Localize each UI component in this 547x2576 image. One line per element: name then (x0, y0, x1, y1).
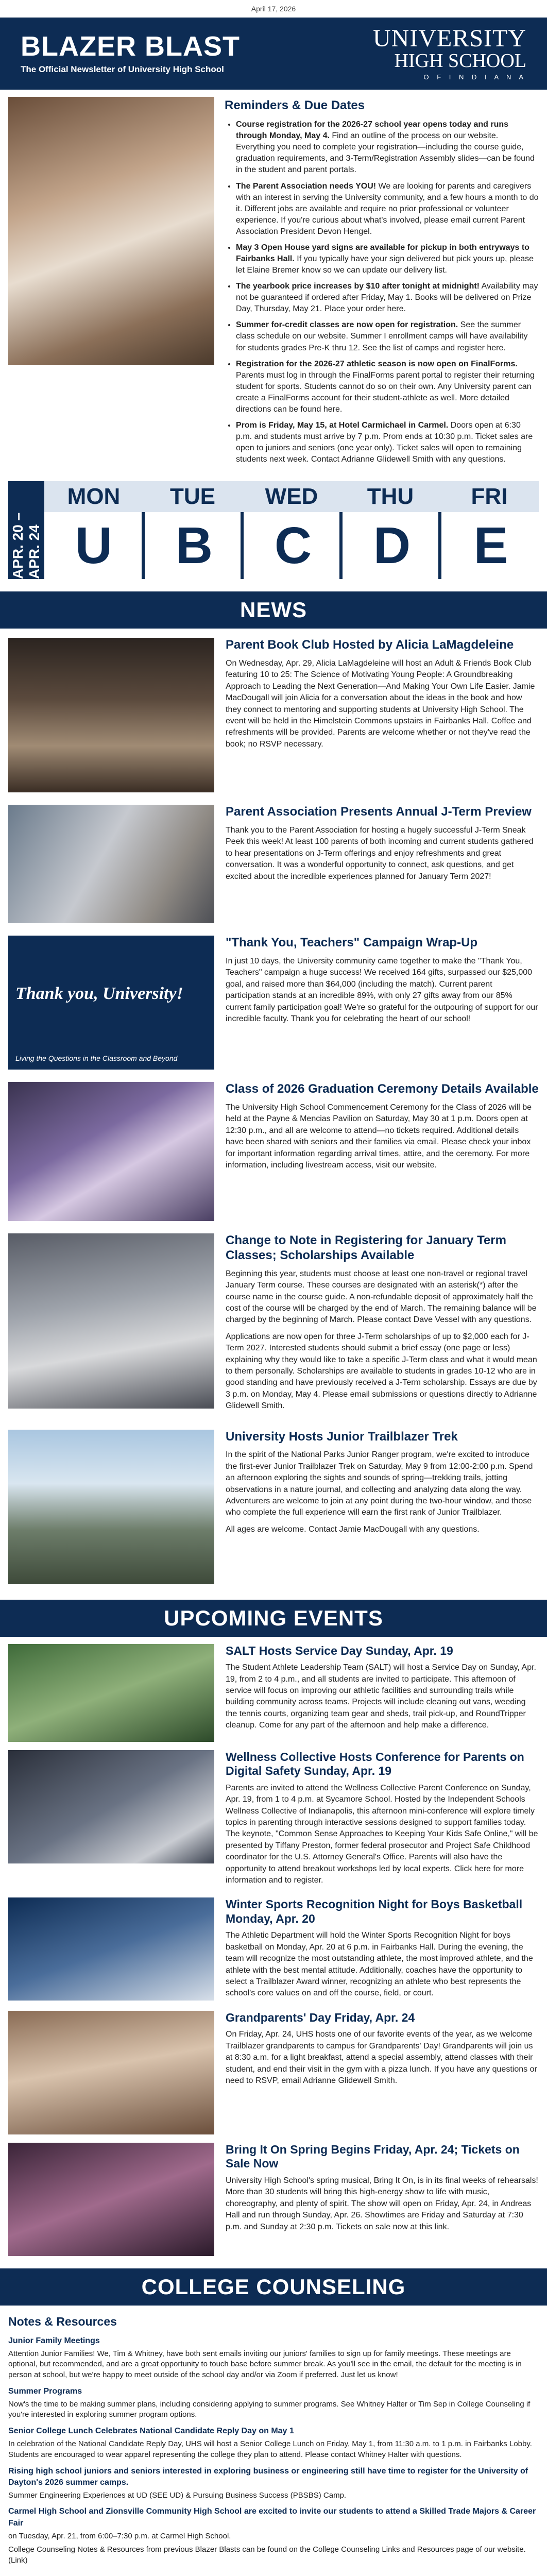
graphic-title: Thank you, University! (15, 984, 183, 1004)
news-body (214, 1430, 539, 1584)
news-photo (8, 1233, 214, 1409)
news-paragraph: Applications are now open for three J-Term scholarships of up to $2,000 each for J-Term 2027. Interested students should submit a brief essay (one page or less) explaining why they would like to take a specific J-Term class and what it would mean to them personally. Scholarships are available to students in grades 10-12 who are in good standing and have previously received a J-Term scholarship. Essays are due by 3 p.m. on Monday, May 4. Please email submissions or questions directly to Adrianne Glidewell Smith. (226, 1332, 537, 1411)
event-photo (8, 2011, 214, 2134)
event-title: Wellness Collective Hosts Conference for Parents on Digital Safety Sunday, Apr. 19 (226, 1750, 524, 1778)
school-name-top: UNIVERSITY (373, 24, 526, 52)
news-item (0, 629, 547, 795)
cc-item-text: In celebration of the National Candidate Reply Day, UHS will host a Senior College Lunch on Friday, May 1, from 11:30 a.m. to 1 p.m. in Fairbanks Lobby. Students are encouraged to wear apparel representing the college they plan to attend. Please contact Whitney Halter with questions. (8, 2439, 532, 2459)
event-title: Winter Sports Recognition Night for Boys Basketball Monday, Apr. 20 (226, 1897, 523, 1925)
school-name-bottom: HIGH SCHOOL (394, 49, 526, 72)
week-date-range (8, 481, 44, 579)
day-name: WED (242, 481, 341, 512)
school-logo[interactable] (373, 26, 526, 81)
reminder-bold: Summer for-credit classes are now open for registration. (236, 320, 458, 330)
day-letter: D (339, 512, 441, 579)
cc-item-title: Summer Programs (8, 2386, 82, 2396)
news-photo (8, 1430, 214, 1584)
news-body (214, 1082, 539, 1221)
college-counseling-body (0, 2306, 547, 2566)
event-photo (8, 1750, 214, 1863)
reminder-item (236, 319, 539, 353)
event-paragraph: University High School's spring musical, Bring It On, is in its final weeks of rehearsals! More than 30 students will bring this high-energy show to life with music, choreography, and plenty of spirit. The show will open on Friday, Apr. 24, in Andreas Hall and run through Sunday, Apr. 26. Showtimes are Friday and Saturday at 7:30 p.m. and Sunday at 2:30 p.m. Tickets on sale now at this link. (226, 2176, 538, 2231)
event-item (8, 2011, 539, 2134)
day-tuesday (143, 481, 242, 579)
reminders-photo (8, 97, 214, 365)
news-body (214, 638, 539, 792)
reminder-text: If you typically have your sign delivered but pick yours up, please let Elaine Bremer know so we can update our delivery list. (236, 254, 534, 275)
news-paragraph: In just 10 days, the University community came together to make the "Thank You, Teachers" campaign a huge success! We received 164 gifts, surpassed our $25,000 goal, and raised more than $64,000 (including the match). Current parent participation stands at an incredible 89%, with only 27 gifts away from our 85% current family participation goal! We're so grateful for the outpouring of support for our incredible faculty. Thank you for celebrating the heart of our school! (226, 957, 538, 1024)
reminders-heading: Reminders & Due Dates (225, 98, 365, 112)
cc-item-text: Attention Junior Families! We, Tim & Whitney, have both sent emails inviting our juniors' families to sign up for family meetings. These meetings are optional, but recommended, and are a great opportunity to touch base before summer break. As you'll see in the email, the default for the meeting is in person at school, but we're happy to meet outside of the school day and/or via Zoom if preferred. Just let us know! (8, 2349, 522, 2379)
event-body (214, 1897, 539, 2003)
news-paragraph: On Wednesday, Apr. 29, Alicia LaMagdeleine will host an Adult & Friends Book Club featuring 10 to 25: The Science of Motivating Young People: A Groundbreaking Approach to Leading the Next Generation—And Making Your Own Life Easier. Jamie MacDougall will join Alicia for a conversation about the ideas in the book and how they connect to mentoring and supporting students at University High School. The event will be held in the Himelstein Commons upstairs in Fairbanks Hall. Coffee and refreshments will be provided. Parents are welcome whether or not they've read the book; no RSVP necessary. (226, 659, 535, 749)
event-paragraph: On Friday, Apr. 24, UHS hosts one of our favorite events of the year, as we welcome Trailblazer grandparents to campus for Grandparents' Day! Grandparents will join us at 8:30 a.m. for a light breakfast, attend a special assembly, attend classes with their student, and end their visit in the gym with a pizza lunch. If you have any questions or need to RSVP, email Adrianne Glidewell Smith. (226, 2030, 537, 2085)
event-body (214, 2011, 539, 2134)
newsletter-subtitle: The Official Newsletter of University High School (21, 64, 224, 74)
news-photo (8, 638, 214, 792)
reminder-item (236, 242, 539, 276)
event-photo (8, 2143, 214, 2256)
day-name: MON (44, 481, 143, 512)
news-paragraph: Beginning this year, students must choose at least one non-travel or regional travel January Term course. These courses are designated with an asterisk(*) after the course name in the course guide. A non-refundable deposit of approximately half the cost of the course will be charged by the end of March. The remaining balance will be charged by the beginning of March. Please contact Dave Vessel with any questions. (226, 1269, 537, 1325)
reminder-text: Parents must log in through the FinalForms parent portal to register their returning student for sports. Students cannot do so on their own. Any University parent can create a FinalForms account for their student-athlete as well. More detailed directions can be found here. (236, 370, 535, 414)
reminder-text: Availability may not be guaranteed if ordered after Friday, May 1. Books will be delivered on Prize Day, Thursday, May 21. Place your order here. (236, 282, 538, 314)
event-photo (8, 1644, 214, 1742)
week-schedule (8, 481, 539, 579)
day-monday (44, 481, 143, 579)
event-title: Grandparents' Day Friday, Apr. 24 (226, 2010, 415, 2024)
reminder-bold: May 3 Open House yard signs are available for pickup in both entryways to Fairbanks Hall. (236, 243, 529, 263)
newsletter-title: BLAZER BLAST (21, 31, 240, 62)
news-title: "Thank You, Teachers" Campaign Wrap-Up (226, 936, 478, 950)
event-body (214, 1750, 539, 1890)
event-paragraph: The Student Athlete Leadership Team (SALT) will host a Service Day on Sunday, Apr. 19, from 2 to 4 p.m., and all students are invited to participate. This afternoon of service will focus on improving our athletic facilities and surrounding trails while building community across teams. Projects will include cleaning out vans, weeding the tennis courts, organizing team gear and sheds, trail pick-up, and RoundTripper cleanup. Come for any part of the afternoon and help make a difference. (226, 1663, 536, 1730)
reminders-section (0, 90, 547, 475)
reminder-item (236, 181, 539, 238)
day-name: TUE (143, 481, 242, 512)
news-body (214, 805, 539, 923)
cc-item-title: Junior Family Meetings (8, 2336, 100, 2345)
newsletter-banner (0, 18, 547, 90)
school-location: O F I N D I A N A (423, 73, 526, 81)
news-photo (8, 805, 214, 923)
reminder-text: See the summer class schedule on our website. Summer I enrollment camps will have availability for students grades Pre-K thru 12. See the list of camps and register here. (236, 320, 528, 352)
cc-item-title: Rising high school juniors and seniors interested in exploring business or engineering still have time to register for the University of Dayton's 2026 summer camps. (8, 2466, 528, 2487)
news-title: Parent Association Presents Annual J-Term Preview (226, 805, 532, 819)
event-title: SALT Hosts Service Day Sunday, Apr. 19 (226, 1643, 453, 1657)
news-item (0, 1420, 547, 1587)
news-paragraph: Thank you to the Parent Association for hosting a hugely successful J-Term Sneak Peek this week! At least 100 parents of both incoming and current students gathered to hear presentations on J-Term offerings and enjoy refreshments and great conversation. It was a wonderful opportunity to connect, ask questions, and get excited about the incredible experiences planned for January Term 2027! (226, 826, 534, 881)
cc-item-text: on Tuesday, Apr. 21, from 6:00–7:30 p.m. at Carmel High School. (8, 2531, 231, 2540)
day-letters (44, 481, 539, 579)
news-paragraph: All ages are welcome. Contact Jamie MacDougall with any questions. (226, 1524, 480, 1534)
reminder-text: Doors open at 6:30 p.m. and students must arrive by 7 p.m. Prom ends at 10:30 p.m. Ticket sales are open to juniors and seniors (one year only). Ticket sales will open to remaining students next week. Contact Adrianne Glidewell Smith with any questions. (236, 420, 533, 464)
reminder-bold: Prom is Friday, May 15, at Hotel Carmichael in Carmel. (236, 420, 449, 430)
event-item (8, 1897, 539, 2003)
reminder-bold: The yearbook price increases by $10 after tonight at midnight! (236, 282, 480, 291)
news-heading: NEWS (0, 591, 547, 629)
news-paragraph: The University High School Commencement Ceremony for the Class of 2026 will be held at the Payne & Mencias Pavilion on Saturday, May 30 at 1 p.m. Doors open at 12:30 p.m., and all are welcome to attend—no tickets required. Additional details have been shared with seniors and their families via email. Please check your inbox for important information regarding arrival times, attire, and the ceremony. For more information, including livestream access, visit our website. (226, 1103, 532, 1170)
cc-item-text: Summer Engineering Experiences at UD (SEE UD) & Pursuing Business Success (PBSBS) Camp. (8, 2490, 347, 2500)
news-item (0, 1073, 547, 1224)
news-body (214, 1233, 539, 1417)
reminder-item (236, 359, 539, 415)
thank-you-graphic (8, 936, 214, 1070)
day-thursday (341, 481, 440, 579)
news-item (0, 1224, 547, 1420)
college-counseling-heading: COLLEGE COUNSELING (0, 2268, 547, 2306)
cc-item-title: Carmel High School and Zionsville Community High School are excited to invite our students to attend a Skilled Trade Majors & Career Fair (8, 2507, 536, 2528)
day-wednesday (242, 481, 341, 579)
news-title: Class of 2026 Graduation Ceremony Details Available (226, 1082, 539, 1096)
week-date-label: APR. 20 – APR. 24 (10, 513, 42, 580)
cc-item-text: College Counseling Notes & Resources from previous Blazer Blasts can be found on the College Counseling Links and Resources page of our website. (Link) (8, 2545, 526, 2565)
day-letter: E (438, 512, 540, 579)
day-letter: B (142, 512, 244, 579)
news-title: Change to Note in Registering for January Term Classes; Scholarships Available (226, 1233, 506, 1263)
news-item (0, 926, 547, 1073)
events-section (0, 1637, 547, 2256)
day-name: THU (341, 481, 440, 512)
events-heading: UPCOMING EVENTS (0, 1600, 547, 1637)
day-friday (440, 481, 539, 579)
news-title: Parent Book Club Hosted by Alicia LaMagdeleine (226, 638, 514, 652)
reminder-bold: Course registration for the 2026-27 school year opens today and runs through Monday, May 4. (236, 120, 509, 141)
event-body (214, 1644, 539, 1742)
event-paragraph: Parents are invited to attend the Wellness Collective Parent Conference on Sunday, Apr. 19, from 1 to 4 p.m. at Sycamore School. Hosted by the Independent Schools Wellness Collective of Indianapolis, this afternoon mini-conference will explore timely topics in parenting through interactive sessions designed to support families today. The keynote, "Common Sense Approaches to Keeping Your Kids Safe Online," will be presented by Tiffany Preston, former federal prosecutor and Project Safe Childhood coordinator for the U.S. Attorney General's Office. Parents will also have the opportunity to attend breakout workshops led by local experts. Click here for more information and to register. (226, 1783, 538, 1885)
reminders-list (225, 119, 539, 465)
day-letter: C (241, 512, 343, 579)
reminder-bold: The Parent Association needs YOU! (236, 181, 377, 191)
cc-item-title: Senior College Lunch Celebrates National Candidate Reply Day on May 1 (8, 2427, 294, 2436)
reminder-bold: Registration for the 2026-27 athletic season is now open on FinalForms. (236, 359, 518, 368)
reminder-item (236, 119, 539, 176)
reminder-item (236, 281, 539, 315)
issue-date: April 17, 2026 (251, 5, 296, 13)
news-title: University Hosts Junior Trailblazer Trek (226, 1429, 458, 1444)
day-name: FRI (440, 481, 539, 512)
event-item (8, 1750, 539, 1890)
event-body (214, 2143, 539, 2256)
news-photo (8, 1082, 214, 1221)
day-letter: U (44, 512, 143, 579)
graphic-subtitle: Living the Questions in the Classroom and Beyond (15, 1054, 178, 1063)
event-paragraph: The Athletic Department will hold the Winter Sports Recognition Night for boys basketball on Monday, Apr. 20 at 6 p.m. in Fairbanks Hall. During the evening, the team will recognize the most outstanding athlete, the most improved athlete, and the athlete with the best mental attitude. Additionally, coaches have the opportunity to select a Trailblazer Award winner, recognizing an athlete who best represents the school's core values on and off the course, field, or court. (226, 1931, 533, 1998)
reminder-item (236, 420, 539, 465)
news-paragraph: In the spirit of the National Parks Junior Ranger program, we're excited to introduce the first-ever Junior Trailblazer Trek on Saturday, May 9 from 12:00-2:00 p.m. Spend an afternoon exploring the sights and sounds of spring—trekking trails, jotting observations in a nature journal, and collecting and analyzing data along the way. Adventurers are welcome to join at any point during the two-hour window, and those who complete the full experience will earn the first rank of Junior Trailblazer. (226, 1450, 533, 1517)
cc-item-text: Now's the time to be making summer plans, including considering applying to summer programs. See Whitney Halter or Tim Sep in College Counseling if you're interested in exploring summer program options. (8, 2399, 531, 2419)
reminders-body (214, 97, 539, 470)
banner-left (21, 32, 240, 75)
news-body (214, 936, 539, 1070)
college-sub-heading: Notes & Resources (8, 2314, 117, 2328)
reminder-text: We are looking for parents and caregivers with an interest in serving the University community, and a few hours a month to do it. Different jobs are available and require no prior professional or volunteer experience. If you're curious about what's involved, please email current Parent Association President Devon Hengel. (236, 181, 539, 236)
event-item (8, 2143, 539, 2256)
news-item (0, 795, 547, 926)
event-photo (8, 1897, 214, 2001)
event-item (8, 1644, 539, 1742)
event-title: Bring It On Spring Begins Friday, Apr. 24; Tickets on Sale Now (226, 2142, 520, 2171)
reminder-text: Find an outline of the process on our website. Everything you need to complete your registration—including the course guide, graduation requirements, and 3-Term/Registration Assembly slides—can be found in the student and parent portals. (236, 131, 535, 175)
